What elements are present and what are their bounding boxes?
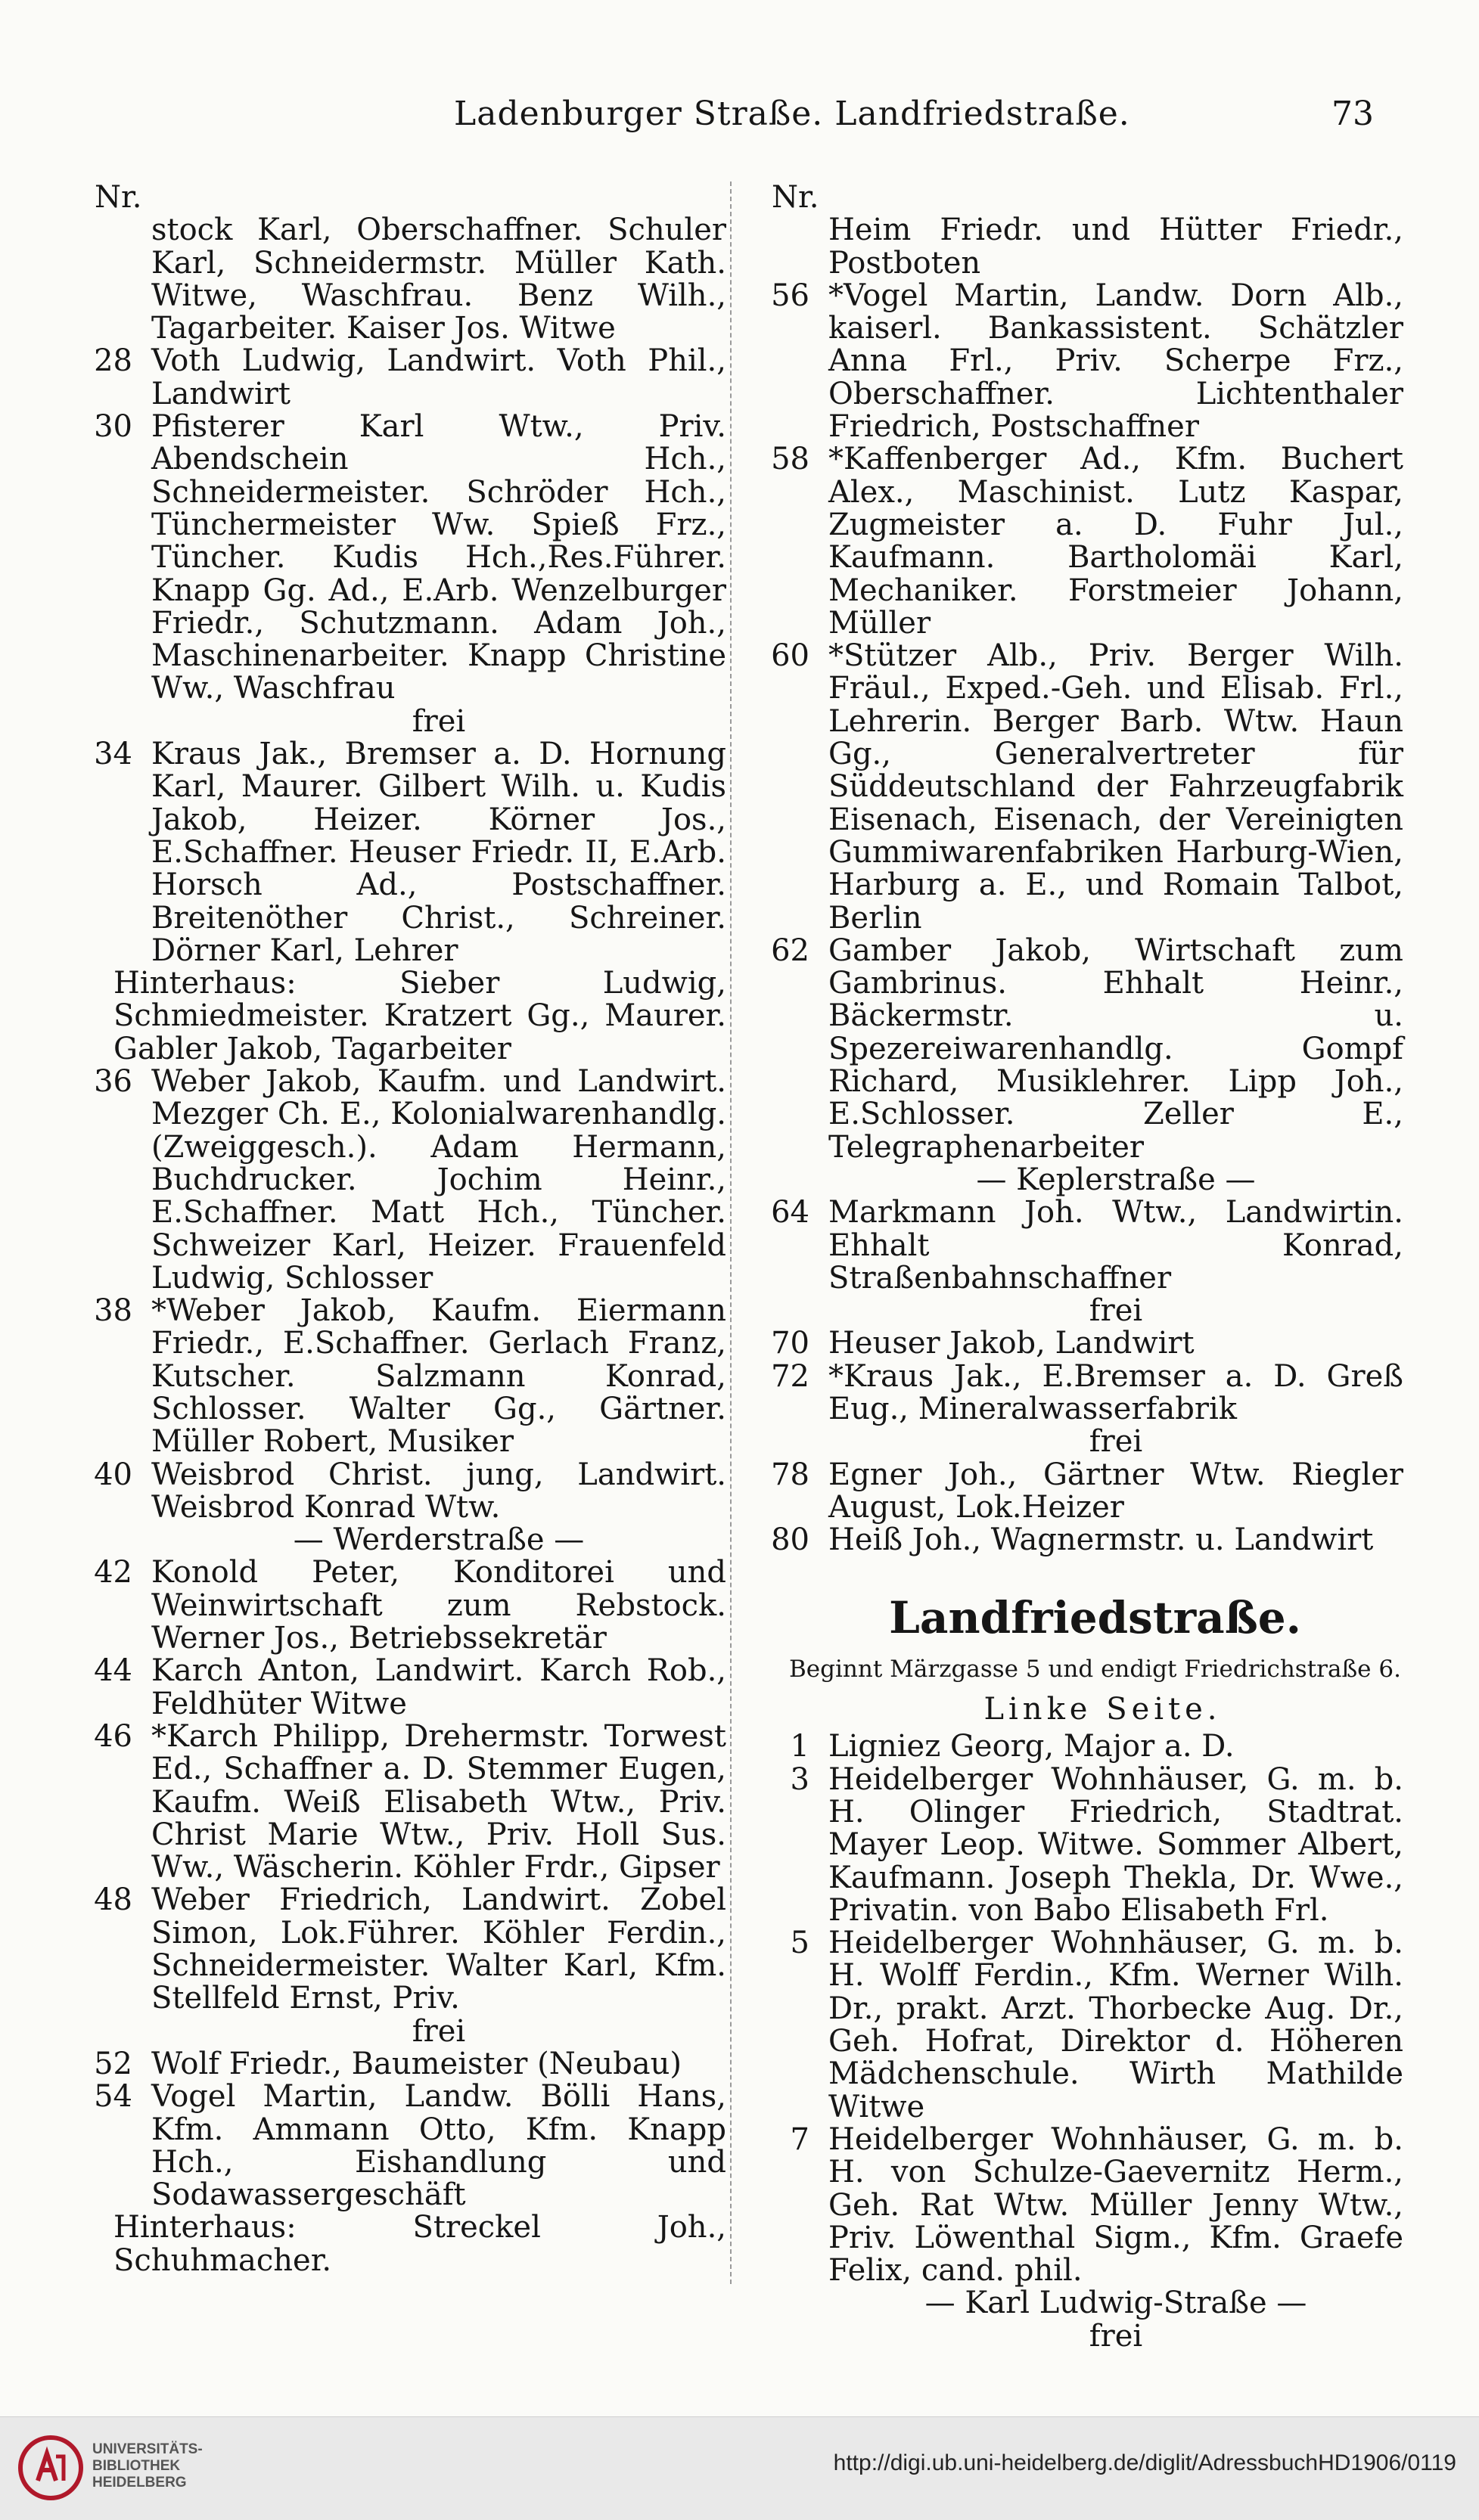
left-entries bbox=[79, 345, 726, 2277]
nr-label: Nr. bbox=[772, 180, 819, 215]
entry-text: Heidelberger Wohnhäuser, G. m. b. H. Olinger Friedrich, Stadtrat. Mayer Leop. Witwe. Sommer Albert, Kaufmann. Joseph Thekla, Dr. Wwe., Privatin. von Babo Elisabeth Frl. bbox=[828, 1761, 1403, 1928]
house-number: 42 bbox=[94, 1555, 132, 1591]
street-marker: frei bbox=[1089, 1293, 1143, 1329]
entry-text: Hinterhaus: Streckel Joh., Schuhmacher. bbox=[113, 2210, 726, 2278]
house-number: 56 bbox=[771, 278, 809, 313]
house-entry bbox=[757, 1327, 1403, 1360]
library-logo-text bbox=[92, 2441, 203, 2491]
page-header bbox=[0, 95, 1479, 140]
entry-text: Vogel Martin, Landw. Bölli Hans, Kfm. Ammann Otto, Kfm. Knapp Hch., Eishandlung und Sodawassergeschäft bbox=[151, 2079, 726, 2213]
house-entry bbox=[757, 1730, 1403, 1763]
house-entry bbox=[79, 1655, 726, 1721]
house-number: 30 bbox=[94, 409, 132, 445]
house-number: 3 bbox=[790, 1761, 809, 1797]
entry-text: Egner Joh., Gärtner Wtw. Riegler August, Lok.Heizer bbox=[828, 1457, 1403, 1525]
entry-text: Weisbrod Christ. jung, Landwirt. Weisbrod Konrad Wtw. bbox=[151, 1457, 726, 1525]
logo-line: BIBLIOTHEK bbox=[92, 2458, 181, 2474]
entry-text: Heidelberger Wohnhäuser, G. m. b. H. von Schulze-Gaevernitz Herm., Geh. Rat Wtw. Müller Jenny Wtw., Priv. Löwenthal Sigm., Kfm. Graefe Felix, cand. phil. bbox=[828, 2121, 1403, 2289]
house-number: 5 bbox=[790, 1926, 809, 1961]
right-entries bbox=[757, 280, 1403, 1557]
house-number: 54 bbox=[94, 2079, 132, 2115]
entry-text: Gamber Jakob, Wirtschaft zum Gambrinus. Ehhalt Heinr., Bäckermstr. u. Spezereiwarenhandlg. Gompf Richard, Musiklehrer. Lipp Joh., E.Schlosser. Zeller E., Telegraphenarbeiter bbox=[828, 933, 1403, 1165]
house-entry bbox=[757, 2121, 1403, 2289]
street-marker: — Keplerstraße — bbox=[976, 1162, 1256, 1197]
entry-text: Konold Peter, Konditorei und Weinwirtschaft zum Rebstock. Werner Jos., Betriebssekretär bbox=[151, 1555, 726, 1656]
entry-text: Weber Friedrich, Landwirt. Zobel Simon, Lok.Führer. Köhler Ferdin., Schneidermeister. Walter Karl, Kfm. Stellfeld Ernst, Priv. bbox=[151, 1882, 726, 2016]
section-subtitle: Beginnt Märzgasse 5 und endigt Friedrichstraße 6. bbox=[789, 1655, 1401, 1683]
house-entry bbox=[79, 1295, 726, 1458]
house-entry bbox=[757, 443, 1403, 640]
footer-bar bbox=[0, 2416, 1479, 2520]
house-number: 46 bbox=[94, 1718, 132, 1754]
entry-text: Kraus Jak., Bremser a. D. Hornung Karl, Maurer. Gilbert Wilh. u. Kudis Jakob, Heizer. Körner Jos., E.Schaffner. Heuser Friedr. II, E.Arb. Horsch Ad., Postschaffner. Breitenöther Christ., Schreiner. Dörner Karl, Lehrer bbox=[151, 737, 726, 968]
house-entry bbox=[79, 738, 726, 967]
street-marker: frei bbox=[1089, 2318, 1143, 2354]
entry-text: *Karch Philipp, Drehermstr. Torwest Ed., Schaffner a. D. Stemmer Eugen, Kaufm. Weiß Elisabeth Wtw., Priv. Christ Marie Wtw., Priv. Holl Sus. Ww., Wäscherin. Köhler Frdr., Gipser bbox=[151, 1718, 726, 1885]
section-entries bbox=[757, 1730, 1403, 2353]
street-marker: frei bbox=[412, 703, 466, 739]
house-entry bbox=[757, 640, 1403, 935]
house-number: 80 bbox=[771, 1522, 809, 1558]
university-seal-icon bbox=[17, 2434, 85, 2502]
house-number: 40 bbox=[94, 1457, 132, 1492]
house-entry bbox=[79, 1884, 726, 2015]
continued-entry: Heim Friedr. und Hütter Friedr., Postboten bbox=[828, 213, 1403, 281]
right-column bbox=[757, 182, 1403, 2353]
house-entry bbox=[757, 1761, 1403, 1928]
house-number: 58 bbox=[771, 442, 809, 477]
left-column bbox=[79, 182, 726, 2277]
running-title: Ladenburger Straße. Landfriedstraße. bbox=[454, 95, 1130, 133]
street-marker: — Karl Ludwig-Straße — bbox=[924, 2286, 1307, 2321]
source-link[interactable]: http://digi.ub.uni-heidelberg.de/diglit/AdressbuchHD1906/0119 bbox=[833, 2450, 1456, 2475]
house-number: 38 bbox=[94, 1293, 132, 1329]
house-number: 60 bbox=[771, 638, 809, 674]
logo-line: HEIDELBERG bbox=[92, 2475, 187, 2491]
entry-text: Wolf Friedr., Baumeister (Neubau) bbox=[151, 2046, 682, 2081]
house-number: 34 bbox=[94, 737, 132, 772]
entry-text: Heuser Jakob, Landwirt bbox=[828, 1326, 1195, 1361]
entry-text: Heiß Joh., Wagnermstr. u. Landwirt bbox=[828, 1522, 1374, 1558]
logo-line: UNIVERSITÄTS- bbox=[92, 2441, 203, 2457]
section-side: Linke Seite. bbox=[983, 1692, 1222, 1727]
house-number: 64 bbox=[771, 1195, 809, 1231]
rear-building-entry bbox=[79, 2211, 726, 2277]
section-title: Landfriedstraße. bbox=[889, 1592, 1301, 1644]
entry-text: Markmann Joh. Wtw., Landwirtin. Ehhalt Konrad, Straßenbahnschaffner bbox=[828, 1195, 1403, 1296]
entry-text: Voth Ludwig, Landwirt. Voth Phil., Landwirt bbox=[151, 343, 726, 411]
entry-text: Pfisterer Karl Wtw., Priv. Abendschein Hch., Schneidermeister. Schröder Hch., Tünchermeister Ww. Spieß Frz., Tüncher. Kudis Hch.,Res.Führer. Knapp Gg. Ad., E.Arb. Wenzelburger Friedr., Schutzmann. Adam Joh., Maschinenarbeiter. Knapp Christine Ww., Waschfrau bbox=[151, 409, 726, 706]
house-number: 44 bbox=[94, 1653, 132, 1689]
street-marker: — Werderstraße — bbox=[293, 1522, 585, 1558]
column-divider bbox=[730, 182, 732, 2284]
house-entry bbox=[79, 345, 726, 411]
entry-text: *Kraus Jak., E.Bremser a. D. Greß Eug., Mineralwasserfabrik bbox=[828, 1358, 1403, 1426]
house-entry bbox=[757, 1459, 1403, 1525]
house-number: 36 bbox=[94, 1064, 132, 1100]
house-entry bbox=[79, 1556, 726, 1655]
house-number: 78 bbox=[771, 1457, 809, 1492]
house-entry bbox=[757, 1196, 1403, 1295]
continued-entry: stock Karl, Oberschaffner. Schuler Karl, Schneidermstr. Müller Kath. Witwe, Waschfrau. Benz Wilh., Tagarbeiter. Kaiser Jos. Witwe bbox=[151, 213, 726, 346]
entry-text: *Vogel Martin, Landw. Dorn Alb., kaiserl. Bankassistent. Schätzler Anna Frl., Priv. Scherpe Frz., Oberschaffner. Lichtenthaler Friedrich, Postschaffner bbox=[828, 278, 1403, 445]
house-number: 62 bbox=[771, 933, 809, 968]
house-entry bbox=[757, 1524, 1403, 1556]
house-entry bbox=[79, 1718, 726, 1885]
house-entry bbox=[79, 1459, 726, 1525]
house-number: 72 bbox=[771, 1358, 809, 1394]
entry-text: *Kaffenberger Ad., Kfm. Buchert Alex., Maschinist. Lutz Kaspar, Zugmeister a. D. Fuhr Jul., Kaufmann. Bartholomäi Karl, Mechaniker. Forstmeier Johann, Müller bbox=[828, 442, 1403, 641]
house-entry bbox=[79, 2081, 726, 2211]
house-entry bbox=[757, 935, 1403, 1164]
page-number: 73 bbox=[1331, 95, 1374, 133]
entry-text: Hinterhaus: Sieber Ludwig, Schmiedmeister. Kratzert Gg., Maurer. Gabler Jakob, Tagarbeiter bbox=[113, 966, 726, 1066]
house-entry bbox=[757, 280, 1403, 443]
house-entry bbox=[757, 1927, 1403, 2124]
entry-text: Weber Jakob, Kaufm. und Landwirt. Mezger Ch. E., Kolonialwarenhandlg. (Zweiggesch.). Adam Hermann, Buchdrucker. Jochim Heinr., E.Schaffner. Matt Hch., Tüncher. Schweizer Karl, Heizer. Frauenfeld Ludwig, Schlosser bbox=[151, 1064, 726, 1296]
nr-label: Nr. bbox=[95, 180, 142, 215]
street-marker: frei bbox=[1089, 1424, 1143, 1460]
house-number: 28 bbox=[94, 343, 132, 379]
entry-text: Karch Anton, Landwirt. Karch Rob., Feldhüter Witwe bbox=[151, 1653, 726, 1721]
house-number: 1 bbox=[790, 1729, 809, 1764]
house-number: 70 bbox=[771, 1326, 809, 1361]
house-number: 7 bbox=[790, 2121, 809, 2157]
entry-text: *Stützer Alb., Priv. Berger Wilh. Fräul., Exped.-Geh. und Elisab. Frl., Lehrerin. Berger Barb. Wtw. Haun Gg., Generalvertreter für Süddeutschland der Fahrzeugfabrik Eisenach, Eisenach, der Vereinigten Gummiwarenfabriken Harburg-Wien, Harburg a. E., und Romain Talbot, Berlin bbox=[828, 638, 1403, 936]
entry-text: Heidelberger Wohnhäuser, G. m. b. H. Wolff Ferdin., Kfm. Werner Wilh. Dr., prakt. Arzt. Thorbecke Aug. Dr., Geh. Hofrat, Direktor d. Höheren Mädchenschule. Wirth Mathilde Witwe bbox=[828, 1926, 1403, 2124]
house-number: 52 bbox=[94, 2046, 132, 2081]
rear-building-entry bbox=[79, 967, 726, 1066]
street-marker: frei bbox=[412, 2013, 466, 2049]
house-entry bbox=[757, 1358, 1403, 1426]
house-entry bbox=[79, 411, 726, 706]
entry-text: *Weber Jakob, Kaufm. Eiermann Friedr., E.Schaffner. Gerlach Franz, Kutscher. Salzmann Konrad, Schlosser. Walter Gg., Gärtner. Müller Robert, Musiker bbox=[151, 1293, 726, 1460]
entry-text: Ligniez Georg, Major a. D. bbox=[828, 1729, 1235, 1764]
house-entry bbox=[79, 2048, 726, 2081]
house-entry bbox=[79, 1066, 726, 1295]
house-number: 48 bbox=[94, 1882, 132, 1918]
